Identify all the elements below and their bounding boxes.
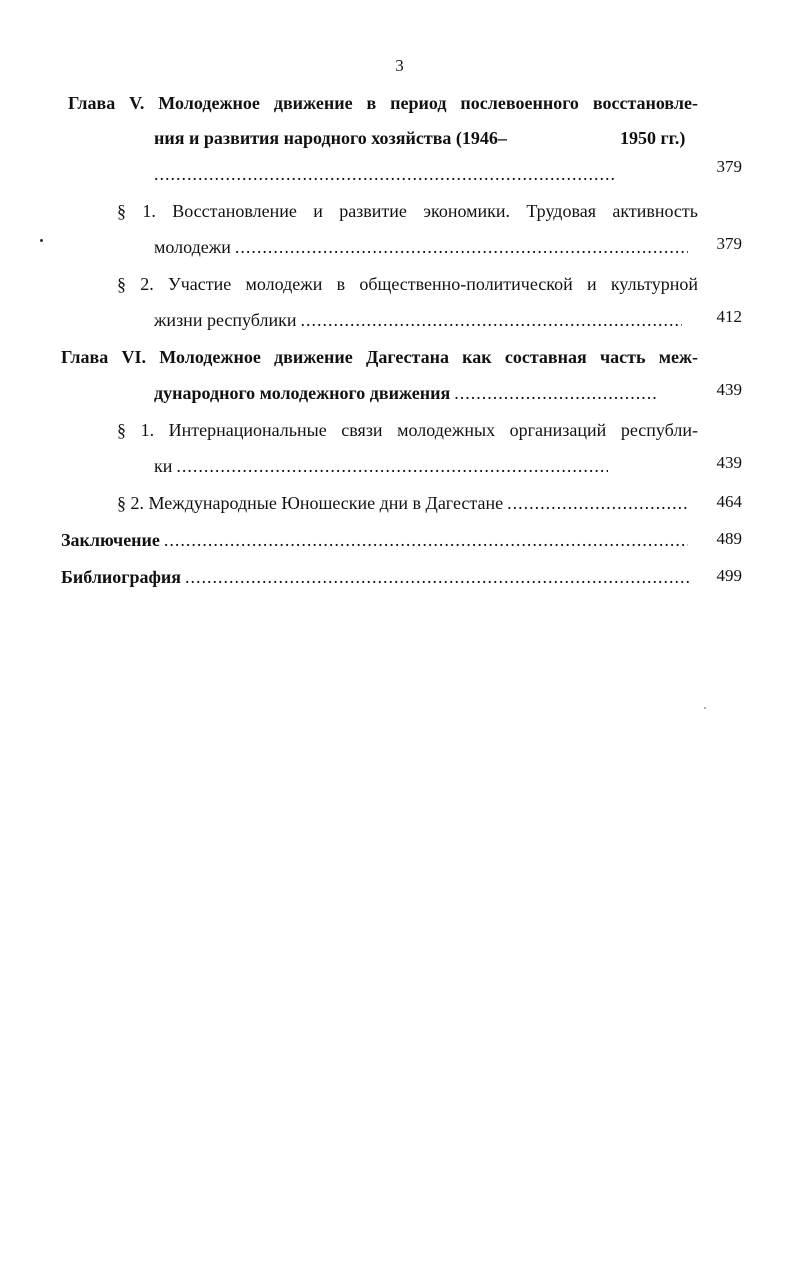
ch6-section-1-line-1: § 1. Интернациональные связи молодежных организаций республи- xyxy=(117,420,698,440)
ch6-section-2-page: 464 xyxy=(716,492,742,511)
conclusion-line xyxy=(61,529,688,551)
leader-dots xyxy=(176,455,608,477)
conclusion-label: Заключение xyxy=(61,530,160,550)
chapter-5-title-line-1: Глава V. Молодежное движение в период послевоенного восстановле- xyxy=(68,93,698,113)
ch5-section-2-page: 412 xyxy=(716,307,742,326)
bibliography-page: 499 xyxy=(716,566,742,585)
bibliography-label: Библиография xyxy=(61,567,182,587)
ch6-section-2-text: § 2. Международные Юношеские дни в Дагестане xyxy=(117,493,504,513)
ch5-section-1-line-2 xyxy=(154,236,688,258)
leader-dots xyxy=(235,236,688,258)
chapter-6-title-line-2 xyxy=(154,382,656,404)
scan-speck xyxy=(704,707,706,709)
chapter-5-title-line-2a: ния и развития народного хозяйства (1946– xyxy=(154,128,507,148)
ch5-section-2-line-2 xyxy=(154,309,682,331)
leader-dots xyxy=(507,492,688,514)
conclusion-page: 489 xyxy=(716,529,742,548)
leader-dots xyxy=(454,382,656,404)
ch6-section-1-line-2 xyxy=(154,455,608,477)
chapter-5-leader xyxy=(154,163,614,185)
chapter-5-page: 379 xyxy=(716,157,742,176)
ch5-section-1-text: молодежи xyxy=(154,237,231,257)
ch5-section-1-line-1: § 1. Восстановление и развитие экономики. Трудовая активность xyxy=(117,201,698,221)
chapter-6-title-line-1: Глава VI. Молодежное движение Дагестана как составная часть меж- xyxy=(61,347,698,367)
leader-dots xyxy=(164,529,688,551)
leader-dots xyxy=(300,309,682,331)
ch5-section-2-text: жизни республики xyxy=(154,310,297,330)
ch5-section-1-page: 379 xyxy=(716,234,742,253)
ch6-section-1-page: 439 xyxy=(716,453,742,472)
chapter-5-title-line-2b: 1950 гг.) xyxy=(620,128,686,148)
scan-speck xyxy=(40,239,43,242)
chapter-6-page: 439 xyxy=(716,380,742,399)
bibliography-line xyxy=(61,566,690,588)
page-number: 3 xyxy=(395,56,404,75)
ch6-section-2-line-1 xyxy=(117,492,688,514)
leader-dots xyxy=(154,163,614,185)
leader-dots xyxy=(185,566,690,588)
ch5-section-2-line-1: § 2. Участие молодежи в общественно-политической и культурной xyxy=(117,274,698,294)
chapter-6-text: дународного молодежного движения xyxy=(154,383,451,403)
ch6-section-1-text: ки xyxy=(154,456,173,476)
